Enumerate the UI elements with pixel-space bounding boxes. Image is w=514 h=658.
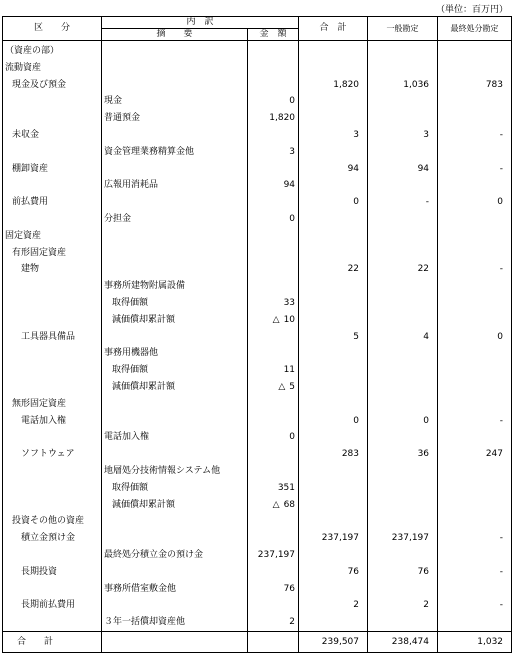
cell-summary [102, 245, 248, 262]
cell-total: 22 [299, 261, 368, 278]
cell-summary: 資金管理業務精算金他 [102, 144, 248, 161]
cell-total [299, 177, 368, 194]
cell-total [299, 60, 368, 77]
header-amount: 金 額 [248, 29, 299, 41]
cell-general [368, 345, 438, 362]
table-row [3, 345, 512, 362]
total-sum: 239,507 [299, 631, 368, 652]
cell-summary [102, 161, 248, 178]
cell-summary: 現金 [102, 93, 248, 110]
cell-final [438, 497, 512, 514]
cell-category [3, 429, 102, 446]
cell-total [299, 379, 368, 396]
cell-category [3, 614, 102, 631]
cell-amount: 76 [248, 581, 299, 598]
cell-total [299, 480, 368, 497]
cell-amount [248, 597, 299, 614]
cell-amount [248, 345, 299, 362]
cell-summary: ３年一括償却資産他 [102, 614, 248, 631]
cell-total [299, 211, 368, 228]
cell-total [299, 110, 368, 127]
cell-amount [248, 278, 299, 295]
cell-general [368, 312, 438, 329]
cell-final [438, 177, 512, 194]
table-row [3, 446, 512, 463]
cell-amount: 351 [248, 480, 299, 497]
header-total: 合 計 [299, 17, 368, 41]
cell-category: 流動資産 [3, 60, 102, 77]
cell-category: ソフトウェア [3, 446, 102, 463]
cell-general [368, 429, 438, 446]
cell-final [438, 547, 512, 564]
cell-summary: 取得価額 [102, 295, 248, 312]
cell-summary: 減価償却累計額 [102, 312, 248, 329]
cell-total [299, 345, 368, 362]
header-summary: 摘 要 [102, 29, 248, 41]
cell-summary: 減価償却累計額 [102, 497, 248, 514]
cell-final [438, 396, 512, 413]
cell-category [3, 480, 102, 497]
cell-general: - [368, 194, 438, 211]
cell-category: 建物 [3, 261, 102, 278]
table-row [3, 194, 512, 211]
table-row [3, 581, 512, 598]
cell-total [299, 93, 368, 110]
table-row [3, 127, 512, 144]
cell-amount: 0 [248, 429, 299, 446]
cell-summary [102, 194, 248, 211]
cell-amount: 94 [248, 177, 299, 194]
cell-general: 0 [368, 413, 438, 430]
cell-final [438, 463, 512, 480]
cell-amount: △ 68 [248, 497, 299, 514]
cell-final [438, 41, 512, 60]
cell-summary [102, 564, 248, 581]
table-row [3, 614, 512, 631]
cell-total [299, 245, 368, 262]
cell-category: 現金及び預金 [3, 77, 102, 94]
cell-category [3, 177, 102, 194]
cell-final [438, 379, 512, 396]
cell-category: 棚卸資産 [3, 161, 102, 178]
total-summary [102, 631, 248, 652]
total-label: 合 計 [3, 631, 102, 652]
cell-final: - [438, 597, 512, 614]
header-breakdown: 内 訳 [102, 17, 299, 29]
cell-general [368, 60, 438, 77]
cell-amount [248, 530, 299, 547]
table-row [3, 144, 512, 161]
cell-general [368, 177, 438, 194]
cell-final [438, 614, 512, 631]
cell-amount [248, 228, 299, 245]
cell-final [438, 110, 512, 127]
cell-category [3, 93, 102, 110]
cell-category: 未収金 [3, 127, 102, 144]
cell-total: 0 [299, 413, 368, 430]
cell-summary [102, 396, 248, 413]
cell-summary [102, 228, 248, 245]
cell-category [3, 345, 102, 362]
table-row [3, 211, 512, 228]
cell-summary: 最終処分積立金の預け金 [102, 547, 248, 564]
table-row [3, 597, 512, 614]
cell-general [368, 463, 438, 480]
total-row [3, 631, 512, 652]
cell-category [3, 110, 102, 127]
cell-final [438, 295, 512, 312]
cell-amount [248, 127, 299, 144]
cell-category: （資産の部） [3, 41, 102, 60]
total-amount [248, 631, 299, 652]
table-row [3, 429, 512, 446]
cell-amount [248, 463, 299, 480]
cell-final [438, 144, 512, 161]
negative-mark: △ [272, 499, 280, 510]
cell-category [3, 295, 102, 312]
cell-total [299, 396, 368, 413]
cell-general [368, 245, 438, 262]
table-row [3, 379, 512, 396]
cell-category: 有形固定資産 [3, 245, 102, 262]
negative-mark: △ [272, 314, 280, 325]
cell-amount [248, 194, 299, 211]
cell-final: - [438, 161, 512, 178]
table-row [3, 547, 512, 564]
table-row [3, 530, 512, 547]
cell-summary: 取得価額 [102, 480, 248, 497]
cell-final [438, 581, 512, 598]
cell-total: 94 [299, 161, 368, 178]
cell-general [368, 93, 438, 110]
cell-amount [248, 564, 299, 581]
cell-total: 5 [299, 329, 368, 346]
cell-amount: 2 [248, 614, 299, 631]
table-row [3, 41, 512, 60]
cell-total [299, 41, 368, 60]
cell-amount: △ 5 [248, 379, 299, 396]
cell-final [438, 362, 512, 379]
cell-final [438, 345, 512, 362]
cell-final: - [438, 564, 512, 581]
table-row [3, 60, 512, 77]
table-row [3, 329, 512, 346]
cell-total [299, 429, 368, 446]
cell-general [368, 614, 438, 631]
cell-final [438, 429, 512, 446]
cell-amount: 3 [248, 144, 299, 161]
cell-summary [102, 597, 248, 614]
cell-general [368, 513, 438, 530]
cell-category [3, 463, 102, 480]
cell-summary: 事務所建物附属設備 [102, 278, 248, 295]
cell-general [368, 144, 438, 161]
cell-final [438, 60, 512, 77]
cell-total: 1,820 [299, 77, 368, 94]
cell-summary [102, 60, 248, 77]
cell-general: 2 [368, 597, 438, 614]
table-row [3, 396, 512, 413]
cell-general [368, 497, 438, 514]
cell-category [3, 144, 102, 161]
cell-total [299, 278, 368, 295]
cell-summary: 地層処分技術情報システム他 [102, 463, 248, 480]
cell-amount [248, 161, 299, 178]
table-row [3, 413, 512, 430]
cell-summary [102, 329, 248, 346]
cell-total [299, 362, 368, 379]
cell-general [368, 295, 438, 312]
header-category: 区 分 [3, 17, 102, 41]
cell-amount [248, 396, 299, 413]
table-row [3, 245, 512, 262]
cell-general [368, 480, 438, 497]
cell-total: 237,197 [299, 530, 368, 547]
cell-final [438, 245, 512, 262]
table-row [3, 312, 512, 329]
cell-final: 247 [438, 446, 512, 463]
cell-general [368, 379, 438, 396]
cell-total [299, 312, 368, 329]
cell-category: 工具器具備品 [3, 329, 102, 346]
cell-general: 76 [368, 564, 438, 581]
cell-general: 3 [368, 127, 438, 144]
cell-total [299, 463, 368, 480]
header-general-account: 一般勘定 [368, 17, 438, 41]
cell-summary [102, 446, 248, 463]
cell-category: 長期前払費用 [3, 597, 102, 614]
cell-final: 783 [438, 77, 512, 94]
table-row [3, 362, 512, 379]
table-row [3, 77, 512, 94]
cell-final [438, 513, 512, 530]
cell-summary [102, 261, 248, 278]
cell-total: 3 [299, 127, 368, 144]
cell-general [368, 396, 438, 413]
table-row [3, 261, 512, 278]
negative-mark: △ [278, 381, 286, 392]
cell-category [3, 362, 102, 379]
cell-final [438, 211, 512, 228]
cell-general [368, 41, 438, 60]
cell-total [299, 228, 368, 245]
cell-total: 76 [299, 564, 368, 581]
cell-final: 0 [438, 329, 512, 346]
cell-amount: △ 10 [248, 312, 299, 329]
cell-summary: 事務用機器他 [102, 345, 248, 362]
cell-summary: 事務所借室敷金他 [102, 581, 248, 598]
cell-amount [248, 41, 299, 60]
cell-total [299, 497, 368, 514]
cell-final: - [438, 261, 512, 278]
cell-final [438, 312, 512, 329]
cell-amount [248, 245, 299, 262]
cell-final [438, 480, 512, 497]
table-row [3, 480, 512, 497]
cell-amount: 0 [248, 93, 299, 110]
cell-amount [248, 413, 299, 430]
cell-summary: 広報用消耗品 [102, 177, 248, 194]
cell-general [368, 228, 438, 245]
cell-summary: 普通預金 [102, 110, 248, 127]
cell-category [3, 312, 102, 329]
cell-general: 4 [368, 329, 438, 346]
cell-final [438, 278, 512, 295]
cell-amount: 0 [248, 211, 299, 228]
cell-category: 前払費用 [3, 194, 102, 211]
cell-total [299, 144, 368, 161]
cell-category: 無形固定資産 [3, 396, 102, 413]
cell-summary [102, 413, 248, 430]
cell-general [368, 362, 438, 379]
table-row [3, 110, 512, 127]
cell-general [368, 581, 438, 598]
cell-summary [102, 77, 248, 94]
cell-category: 長期投資 [3, 564, 102, 581]
cell-total [299, 547, 368, 564]
cell-final [438, 228, 512, 245]
cell-summary [102, 530, 248, 547]
cell-general [368, 110, 438, 127]
total-final: 1,032 [438, 631, 512, 652]
table-row [3, 513, 512, 530]
cell-total: 2 [299, 597, 368, 614]
cell-amount: 1,820 [248, 110, 299, 127]
cell-category [3, 211, 102, 228]
table-row [3, 93, 512, 110]
cell-amount [248, 513, 299, 530]
cell-category: 固定資産 [3, 228, 102, 245]
cell-general [368, 211, 438, 228]
cell-category: 電話加入権 [3, 413, 102, 430]
table-row [3, 463, 512, 480]
cell-summary: 分担金 [102, 211, 248, 228]
table-row [3, 497, 512, 514]
cell-category [3, 379, 102, 396]
cell-final: - [438, 530, 512, 547]
cell-total [299, 614, 368, 631]
cell-general [368, 278, 438, 295]
cell-general: 1,036 [368, 77, 438, 94]
header-final-disposal-account: 最終処分勘定 [438, 17, 512, 41]
cell-amount: 237,197 [248, 547, 299, 564]
total-general: 238,474 [368, 631, 438, 652]
cell-amount: 11 [248, 362, 299, 379]
cell-category [3, 278, 102, 295]
cell-final [438, 93, 512, 110]
table-row [3, 295, 512, 312]
cell-category [3, 497, 102, 514]
cell-category [3, 581, 102, 598]
table-row [3, 564, 512, 581]
cell-general: 94 [368, 161, 438, 178]
cell-amount [248, 77, 299, 94]
cell-amount [248, 446, 299, 463]
cell-summary: 減価償却累計額 [102, 379, 248, 396]
cell-general: 22 [368, 261, 438, 278]
cell-general: 237,197 [368, 530, 438, 547]
cell-final: - [438, 413, 512, 430]
cell-final: - [438, 127, 512, 144]
cell-category: 積立金預け金 [3, 530, 102, 547]
cell-total: 283 [299, 446, 368, 463]
cell-category: 投資その他の資産 [3, 513, 102, 530]
table-row [3, 161, 512, 178]
cell-summary [102, 41, 248, 60]
cell-general [368, 547, 438, 564]
cell-total [299, 581, 368, 598]
unit-label: （単位：百万円） [435, 5, 508, 15]
cell-general: 36 [368, 446, 438, 463]
table-row [3, 278, 512, 295]
cell-summary [102, 513, 248, 530]
cell-amount: 33 [248, 295, 299, 312]
cell-total [299, 295, 368, 312]
cell-summary [102, 127, 248, 144]
cell-amount [248, 60, 299, 77]
table-row [3, 177, 512, 194]
table-row [3, 228, 512, 245]
cell-amount [248, 261, 299, 278]
cell-summary: 電話加入権 [102, 429, 248, 446]
cell-category [3, 547, 102, 564]
cell-amount [248, 329, 299, 346]
balance-sheet-table [2, 16, 512, 653]
cell-total: 0 [299, 194, 368, 211]
cell-summary: 取得価額 [102, 362, 248, 379]
cell-total [299, 513, 368, 530]
cell-final: 0 [438, 194, 512, 211]
